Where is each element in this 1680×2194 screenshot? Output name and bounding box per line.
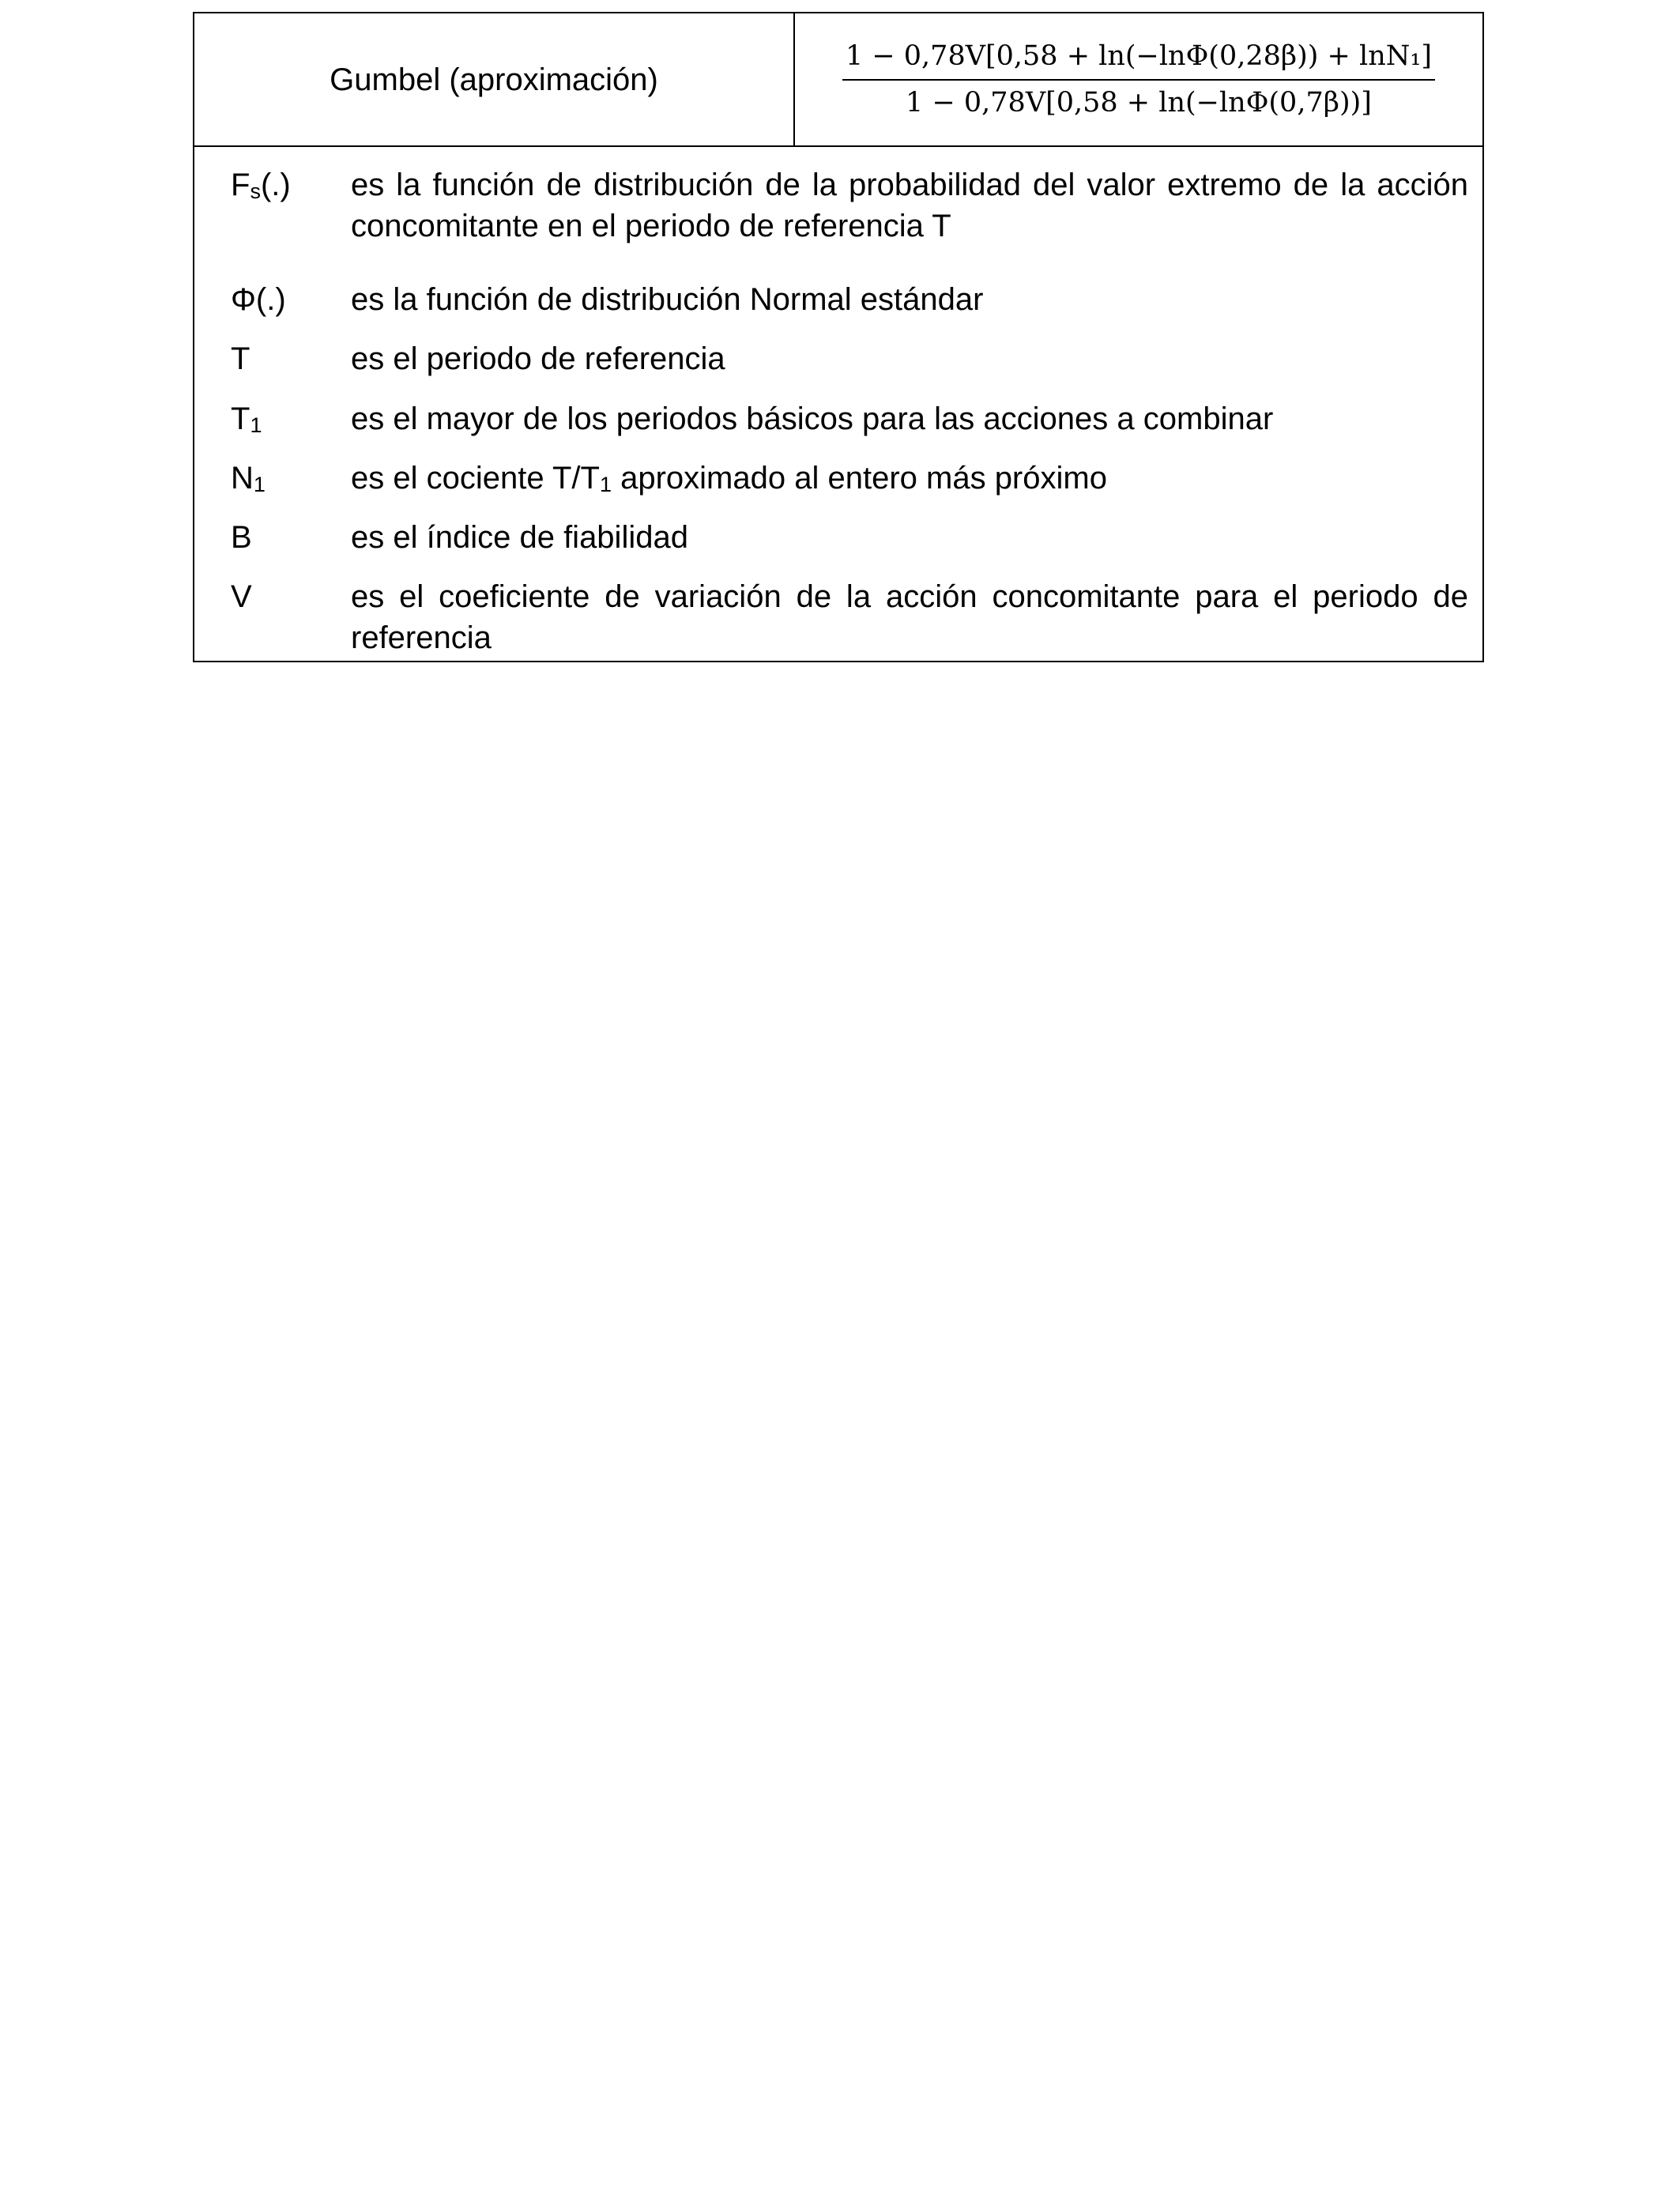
definition-text: es la función de distribución de la probabilidad del valor extremo de la acción concomitante en el periodo de referencia T [351,168,1468,243]
gumbel-formula [842,40,1435,119]
formula-denominator: 1 − 0,78V[0,58 + ln(−lnΦ(0,7β))] [906,86,1372,119]
definition-symbol: $N_1$ [231,461,266,496]
definition-text: es el cociente $T/T_1$ aproximado al entero más próximo [351,461,1107,496]
definition-symbol: T [231,341,250,376]
table-header-row [194,13,1482,147]
definition-text: es el coeficiente de variación de la acción concomitante para el periodo de referencia [351,579,1468,655]
formula-numerator: 1 − 0,78V[0,58 + ln(−lnΦ(0,28β)) + lnN₁] [845,40,1433,73]
definition-symbol: V [231,579,252,614]
header-formula-cell [795,13,1482,145]
header-label-cell [194,13,795,145]
definition-text: es el índice de fiabilidad [351,520,688,555]
definition-text: es la función de distribución Normal estándar [351,282,984,317]
definitions-table [193,12,1484,662]
definition-symbol: Φ(.) [231,282,286,317]
definition-symbol: Β [231,520,252,555]
definition-text: es el periodo de referencia [351,341,725,376]
definition-text: es el mayor de los periodos básicos para las acciones a combinar [351,401,1274,436]
distribution-name: Gumbel (aproximación) [330,62,658,97]
definition-symbol: $T_1$ [231,401,262,437]
definition-symbol: $F_s(.)$ [231,168,291,203]
